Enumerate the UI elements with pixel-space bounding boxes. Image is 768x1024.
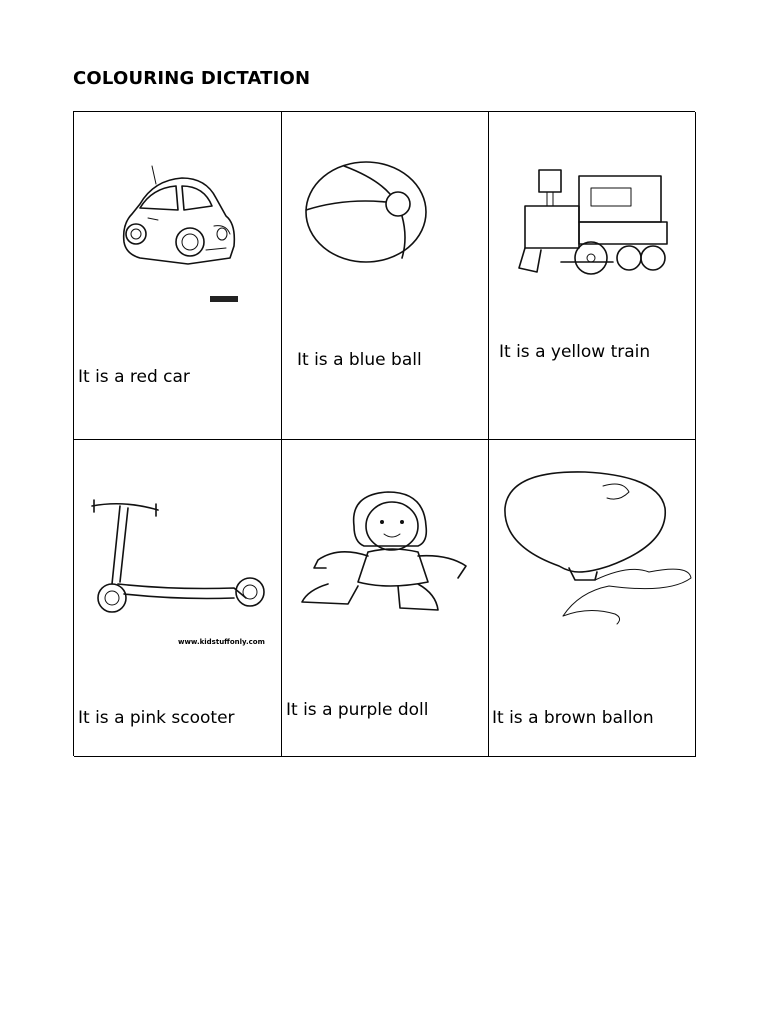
- card-scooter: [74, 440, 282, 757]
- watermark-text: www.kidstuffonly.com: [178, 638, 265, 646]
- car-watermark-mark: [210, 296, 238, 302]
- card-balloon: [489, 440, 696, 757]
- card-train: [489, 112, 696, 440]
- card-caption: It is a brown ballon: [492, 708, 654, 728]
- car-icon: [118, 154, 238, 304]
- card-doll: [282, 440, 489, 757]
- card-caption: It is a purple doll: [286, 700, 429, 720]
- card-caption: It is a yellow train: [499, 342, 651, 362]
- train-icon: [517, 162, 669, 280]
- card-caption: It is a pink scooter: [78, 708, 235, 728]
- doll-icon: [288, 486, 476, 616]
- worksheet-title: COLOURING DICTATION: [73, 68, 311, 89]
- card-caption: It is a blue ball: [297, 350, 422, 370]
- ball-icon: [304, 158, 428, 266]
- picture-grid: [73, 111, 695, 756]
- scooter-icon: [84, 494, 272, 614]
- card-caption: It is a red car: [78, 367, 190, 387]
- card-car: [74, 112, 282, 440]
- balloon-icon: [499, 468, 694, 628]
- card-ball: [282, 112, 489, 440]
